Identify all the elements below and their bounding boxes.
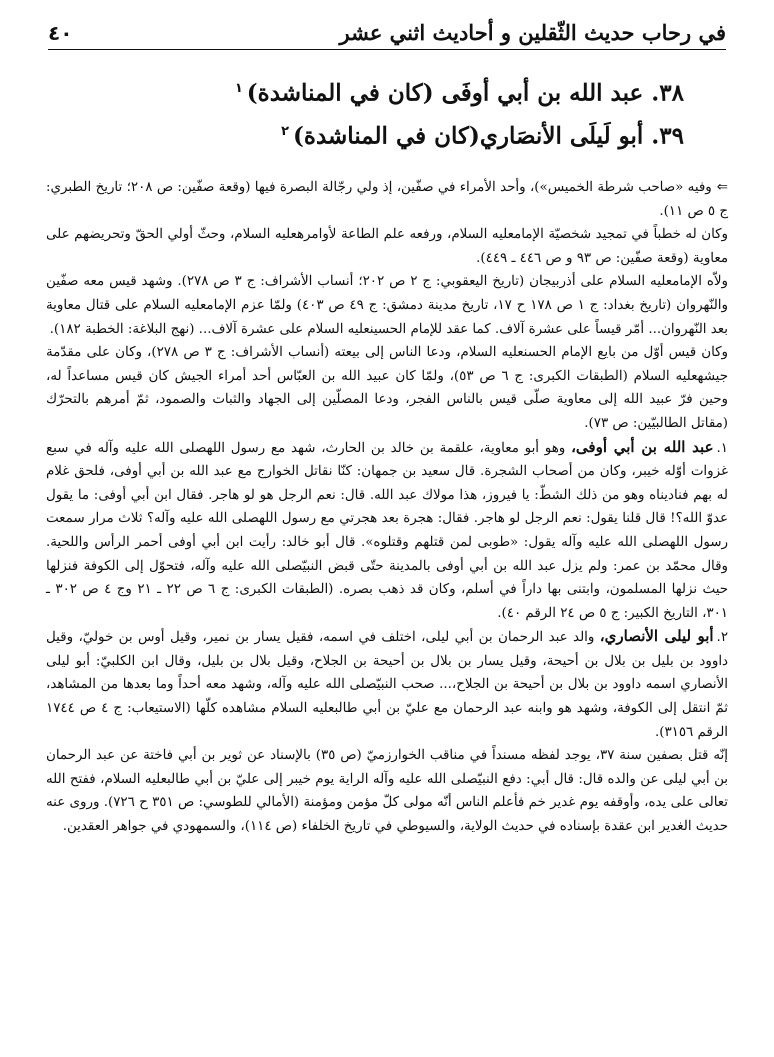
footnote-continuation-text: وفيه «صاحب شرطة الخميس»)، وأحد الأمراء في صفّين، إذ ولي رجّالة البصرة فيها (وقعة صفّين: ص ٢٠٨؛ تاريخ الطبري: ج ٥ ص ١١). <box>46 180 728 219</box>
footnote-paragraph: إنّه قتل بصفين سنة ٣٧، يوجد لفظه مسنداً في مناقب الخوارزميّ (ص ٣٥) بالإسناد عن ثوير بن أبي فاختة عن عبد الرحمان بن أبي ليلى عن والده قال: قال أبي: دفع النبيّصلى الله عليه وآله الراية يوم خيبر إلى عليّ بن أبي طالبعليه السلام، ففتح الله تعالى على يده، وأوقفه يوم غدير خم فأعلم الناس أنّه مولى كلّ مؤمن ومؤمنة (الأمالي للطوسي: ص ٣٥١ ح ٧٢٦). وروى عنه حديث الغدير ابن عقدة بإسناده في حديث الولاية، والسيوطي في تاريخ الخلفاء (ص ١١٤)، والسمهودي في جواهر العقدين. <box>46 748 728 835</box>
footnote-2-heading: أبو ليلى الأنصاري، <box>599 627 714 646</box>
footnote-continuation <box>46 176 728 223</box>
entry-38-text: ٣٨. عبد الله بن أبي أوفَى (كان في المناشدة) <box>246 79 684 107</box>
continuation-arrow-icon: ⇐ <box>716 180 728 195</box>
entry-38 <box>60 70 684 113</box>
footnote-1-number: ١. <box>716 440 728 456</box>
entry-38-footnote-ref: ١ <box>234 81 243 96</box>
footnotes <box>46 176 728 839</box>
page-number: ٤٠ <box>48 21 73 45</box>
footnote-paragraph: ولاّه الإمامعليه السلام على أذربيجان (تاريخ اليعقوبي: ج ٢ ص ٢٠٢؛ أنساب الأشراف: ج ٣ ص ٢٧٨). وشهد قيس معه صفّين والنّهروان (تاريخ بغداد: ج ١ ص ١٧٨ ح ١٧، تاريخ مدينة دمشق: ج ٤٩ ص ٤٠٣) ولمّا عزم الإمامعليه السلام على قتال معاوية بعد النّهروان... أمّر قيساً على عشرة آلاف. كما عقد للإمام الحسينعليه السلام على عشرة آلاف... (نهج البلاغة: الخطبة ١٨٢). <box>46 274 729 337</box>
entry-39 <box>60 113 684 156</box>
entry-39-footnote-ref: ٢ <box>281 123 290 139</box>
running-header <box>48 14 726 50</box>
running-title: في رحاب حديث الثّقلين و أحاديث اثني عشر <box>339 20 726 45</box>
footnote-2-text: والد عبد الرحمان بن أبي ليلى، اختلف في اسمه، فقيل يسار بن نمير، وقيل أوس بن خوليّ، وقيل داوود بن بليل بن بلال بن أحيحة، وقيل يسار بن بلال بن أحيحة بن الجلاح، وقيل بلال بن بليل، وقال ابن الكلبيّ: أبو ليلى الأنصاري اسمه داوود بن بلال بن أحيحة بن الجلاح،... صحب النبيّصلى الله عليه وآله، وشهد معه أحداً وما بعدها من المشاهد، ثمّ انتقل إلى الكوفة، وشهد هو وابنه عبد الرحمان مع عليّ بن أبي طالبعليه السلام مشاهده كلّها (الاستيعاب: ج ٤ ص ١٧٤٤ الرقم ٣١٥٦). <box>46 630 729 740</box>
footnote-paragraph: وكان قيس أوّل من بايع الإمام الحسنعليه السلام، ودعا الناس إلى بيعته (أنساب الأشراف: ج ٣ ص ٢٧٨)، وكان على مقدّمة جيشهعليه السلام (الطبقات الكبرى: ج ٦ ص ٥٣)، ولمّا كان عبيد الله بن العبّاس أحد أمراء الجيش كان قيس مساعداً له، وحين فرّ عبيد الله إلى معاوية صلّى قيس بالناس الفجر، ودعا المصلّين إلى الجهاد والثبات والصمود، ثمّ أمرهم بالتحرّك (مقاتل الطالبيّين: ص ٧٣). <box>46 345 728 431</box>
entry-list <box>60 70 684 155</box>
footnote-1 <box>46 436 728 626</box>
footnote-2-number: ٢. <box>716 630 729 646</box>
footnote-1-text: وهو أبو معاوية، علقمة بن خالد بن الحارث، شهد مع رسول اللهصلى الله عليه وآله في سبع غزوات أوّله خيبر، وكان من أصحاب الشجرة. قال سعيد بن جمهان: كنّا نقاتل الخوارج مع عبد الله بن أبي أوفى، فلحق غلام له بهم فناديناه وهو من ذلك الشطّ: يا فيروز، هذا مولاك عبد الله. قال: نعم الرجل هو لو هاجر. فقال ابن أبي أوفى: ما يقول عدوّ الله؟! قال قلنا يقول: نعم الرجل لو هاجر. فقال: هجرة بعد هجرتي مع رسول اللهصلى الله عليه وآله؟ ثلاث مرار سمعت رسول اللهصلى الله عليه وآله يقول: «طوبى لمن قتلهم وقتلوه». قال أبو خالد: رأيت ابن أبي أوفى أحمر الرأس واللحية. وقال محمّد بن عمر: ولم يزل عبد الله بن أبي أوفى بالمدينة حتّى قبض النبيّصلى الله عليه وآله، فتحوّل إلى الكوفة فنزلها حيث نزلها المسلمون، وابتنى بها داراً في أسلم، وكان قد ذهب بصره. (الطبقات الكبرى: ج ٦ ص ٢٢ ـ ٢١ وج ٤ ص ٣٠٢ ـ ٣٠١، التاريخ الكبير: ج ٥ ص ٢٤ الرقم ٤٠). <box>46 440 729 621</box>
footnote-2 <box>46 625 728 744</box>
footnote-paragraph: وكان له خطباً في تمجيد شخصيّة الإمامعليه السلام، ورفعه علم الطاعة لأوامرهعليه السلام، وحثّ أولي الحقّ وتحريضهم على معاوية (وقعة صفّين: ص ٩٣ و ص ٤٤٦ ـ ٤٤٩). <box>46 227 728 266</box>
entry-39-text: ٣٩. أبو لَيلَى الأنصَاري(كان في المناشدة) <box>293 122 684 150</box>
footnote-1-heading: عبد الله بن أبي أوفى، <box>571 437 714 456</box>
